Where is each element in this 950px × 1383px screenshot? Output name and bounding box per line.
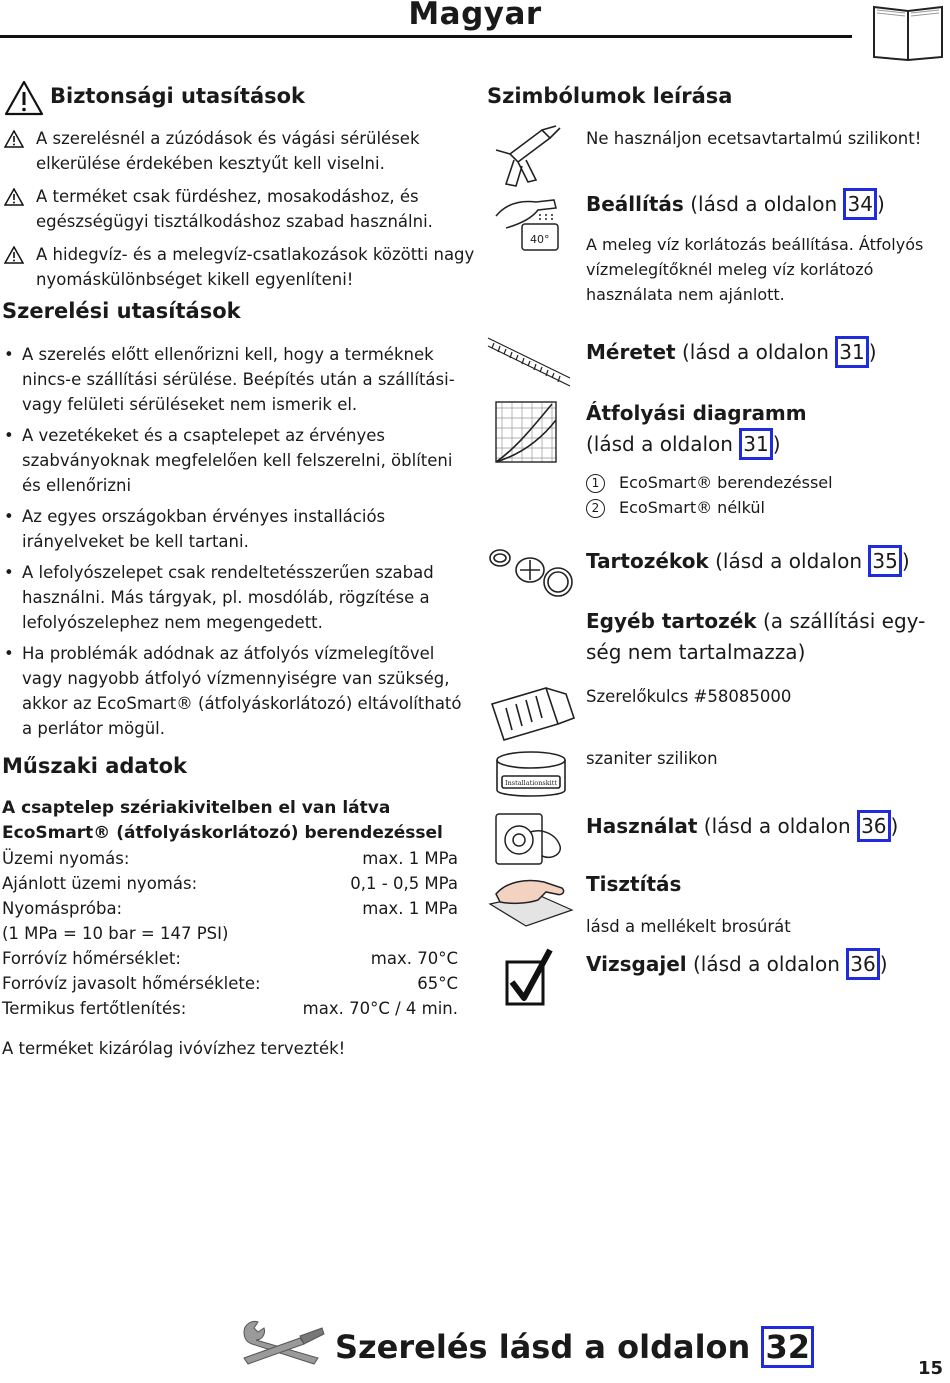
page-link-31[interactable]: 31 bbox=[835, 336, 868, 368]
legend-text: EcoSmart® berendezéssel bbox=[619, 473, 833, 492]
handle-usage-icon bbox=[492, 810, 564, 872]
spec-label: (1 MPa = 10 bar = 147 PSI) bbox=[2, 924, 229, 943]
warning-icon bbox=[4, 188, 24, 206]
spec-label: Termikus fertőtlenítés: bbox=[2, 999, 187, 1018]
spec-label: Forróvíz javasolt hőmérséklete: bbox=[2, 974, 261, 993]
spec-table bbox=[2, 846, 458, 1021]
table-row bbox=[2, 946, 458, 971]
header-rule bbox=[0, 35, 852, 38]
list-item: • Az egyes országokban érvényes installációs irányelveket be kell tartani. bbox=[4, 504, 466, 554]
page-link-34[interactable]: 34 bbox=[843, 188, 876, 220]
accessories-ref: (lásd a oldalon bbox=[715, 549, 869, 573]
mounting-key-icon bbox=[486, 684, 576, 746]
silicone-warning: Ne használjon ecetsavtartalmú szilikont! bbox=[586, 129, 922, 148]
accessories-heading bbox=[586, 545, 910, 577]
test-label: Vizsgajel bbox=[586, 952, 687, 976]
paren: ) bbox=[890, 814, 899, 838]
warning-icon bbox=[4, 246, 24, 264]
spec-value: 65°C bbox=[417, 974, 458, 993]
cleaning-heading bbox=[586, 872, 681, 896]
legend-text: EcoSmart® nélkül bbox=[619, 498, 765, 517]
checkmark-box-icon bbox=[504, 946, 554, 1008]
flow-label: Átfolyási diagramm bbox=[586, 401, 807, 425]
cleaning-label: Tisztítás bbox=[586, 872, 682, 896]
spec-value: max. 1 MPa bbox=[362, 899, 458, 918]
spec-value: max. 70°C bbox=[370, 949, 458, 968]
page-link-36[interactable]: 36 bbox=[846, 948, 879, 980]
page-link-36[interactable]: 36 bbox=[857, 810, 890, 842]
tools-icon bbox=[240, 1318, 326, 1368]
table-row bbox=[2, 921, 458, 946]
warning-icon bbox=[4, 130, 24, 148]
page-link-32[interactable]: 32 bbox=[761, 1326, 814, 1368]
dimensions-heading bbox=[586, 336, 877, 368]
page-link-31[interactable]: 31 bbox=[739, 428, 772, 460]
spec-label: Üzemi nyomás: bbox=[2, 849, 130, 868]
paren: ) bbox=[879, 952, 888, 976]
ruler-icon bbox=[486, 336, 572, 392]
safety-item-text: A szerelésnél a zúzódások és vágási sérülések elkerülése érdekében kesztyűt kell viselni. bbox=[36, 129, 420, 173]
legend-item bbox=[586, 495, 833, 520]
table-row bbox=[2, 846, 458, 871]
setting-heading bbox=[586, 188, 885, 220]
cleaning-hand-icon bbox=[486, 874, 574, 930]
spec-label: Nyomáspróba: bbox=[2, 899, 123, 918]
other-rest: (a szállítási egy- bbox=[762, 609, 926, 633]
install-list bbox=[4, 342, 466, 747]
table-row bbox=[2, 871, 458, 896]
flow-heading bbox=[586, 398, 807, 460]
sanitary-silicone-text: szaniter szilikon bbox=[586, 749, 718, 768]
usage-ref: (lásd a oldalon bbox=[703, 814, 858, 838]
spec-value: max. 1 MPa bbox=[362, 849, 458, 868]
usage-heading bbox=[586, 810, 898, 842]
tech-subtitle bbox=[2, 796, 472, 846]
test-mark-heading bbox=[586, 948, 888, 980]
mounting-key-text: Szerelőkulcs #58085000 bbox=[586, 687, 792, 706]
table-row bbox=[2, 996, 458, 1021]
safety-item bbox=[4, 184, 474, 234]
page-number: 15 bbox=[918, 1358, 944, 1379]
silicone-tin-icon bbox=[494, 750, 568, 802]
footer-text: Szerelés lásd a oldalon bbox=[335, 1328, 762, 1366]
list-item: • A szerelés előtt ellenőrizni kell, hogy a terméknek nincs-e szállítási sérülése. Beépítés után a szállítási- vagy felületi sérüléseket nem ismerik el. bbox=[4, 342, 466, 417]
paren: ) bbox=[876, 192, 885, 216]
spec-value: max. 70°C / 4 min. bbox=[302, 999, 458, 1018]
dimensions-label: Méretet bbox=[586, 340, 676, 364]
tech-subtitle-line: A csaptelep szériakivitelben el van látva bbox=[2, 798, 391, 818]
accessories-label: Tartozékok bbox=[586, 549, 709, 573]
flow-legend bbox=[586, 470, 833, 520]
setting-ref: (lásd a oldalon bbox=[690, 192, 844, 216]
usage-label: Használat bbox=[586, 814, 698, 838]
paren: ) bbox=[901, 549, 910, 573]
thermostat-hand-icon bbox=[492, 188, 566, 254]
symbols-heading: Szimbólumok leírása bbox=[487, 84, 733, 108]
book-icon bbox=[872, 3, 944, 61]
warning-icon bbox=[4, 80, 44, 116]
other-rest: ség nem tartalmazza) bbox=[586, 640, 806, 664]
aerator-parts-icon bbox=[486, 540, 576, 604]
legend-item bbox=[586, 470, 833, 495]
safety-item bbox=[4, 126, 474, 176]
list-item: • A lefolyószelepet csak rendeltetésszerűen szabad használni. Más tárgyak, pl. mosdóláb, rögzítése a lefolyószelephez nem megengedett. bbox=[4, 560, 466, 635]
list-item: • Ha problémák adódnak az átfolyós vízmelegítõvel vagy nagyobb átfolyó vízmennyiségre van szükség, akkor az EcoSmart® (átfolyáskorlátozó) eltávolítható a perlátor mögül. bbox=[4, 641, 466, 741]
tech-subtitle-line: EcoSmart® (átfolyáskorlátozó) berendezéssel bbox=[2, 823, 443, 843]
spec-value: 0,1 - 0,5 MPa bbox=[350, 874, 458, 893]
safety-item bbox=[4, 242, 474, 292]
legend-number: 2 bbox=[586, 499, 605, 518]
setting-text: A meleg víz korlátozás beállítása. Átfolyós vízmelegítőknél meleg víz korlátozó használata nem ajánlott. bbox=[586, 235, 924, 304]
flow-diagram-icon bbox=[492, 398, 560, 466]
flow-ref: (lásd a oldalon bbox=[586, 432, 740, 456]
dimensions-ref: (lásd a oldalon bbox=[681, 340, 836, 364]
paren: ) bbox=[772, 432, 781, 456]
test-ref: (lásd a oldalon bbox=[692, 952, 847, 976]
install-heading: Szerelési utasítások bbox=[2, 299, 241, 323]
drinking-water-note: A terméket kizárólag ivóvízhez tervezték! bbox=[2, 1039, 346, 1058]
safety-item-text: A terméket csak fürdéshez, mosakodáshoz, és egészségügyi tisztálkodáshoz szabad használni. bbox=[36, 187, 433, 231]
spec-label: Forróvíz hőmérséklet: bbox=[2, 949, 181, 968]
footer-install-ref bbox=[335, 1326, 814, 1368]
page-link-35[interactable]: 35 bbox=[868, 545, 901, 577]
list-item: • A vezetékeket és a csaptelepet az érvényes szabványoknak megfelelően kell felszerelni, öblíteni és ellenőrizni bbox=[4, 423, 466, 498]
paren: ) bbox=[868, 340, 877, 364]
table-row bbox=[2, 896, 458, 921]
tech-heading: Műszaki adatok bbox=[2, 754, 188, 778]
setting-label: Beállítás bbox=[586, 192, 684, 216]
safety-heading: Biztonsági utasítások bbox=[50, 84, 306, 108]
safety-item-text: A hidegvíz- és a melegvíz-csatlakozások közötti nagy nyomáskülönbséget kikell egyenlíteni! bbox=[36, 245, 475, 289]
other-label: Egyéb tartozék bbox=[586, 609, 757, 633]
silicone-gun-icon bbox=[492, 124, 564, 188]
other-accessories-heading bbox=[586, 606, 946, 668]
spec-label: Ajánlott üzemi nyomás: bbox=[2, 874, 198, 893]
cleaning-text: lásd a mellékelt brosúrát bbox=[586, 917, 791, 936]
tin-label: Installationskitt bbox=[505, 779, 557, 787]
legend-number: 1 bbox=[586, 474, 605, 493]
page-title: Magyar bbox=[408, 0, 542, 32]
table-row bbox=[2, 971, 458, 996]
thermo-label: 40° bbox=[530, 233, 550, 246]
